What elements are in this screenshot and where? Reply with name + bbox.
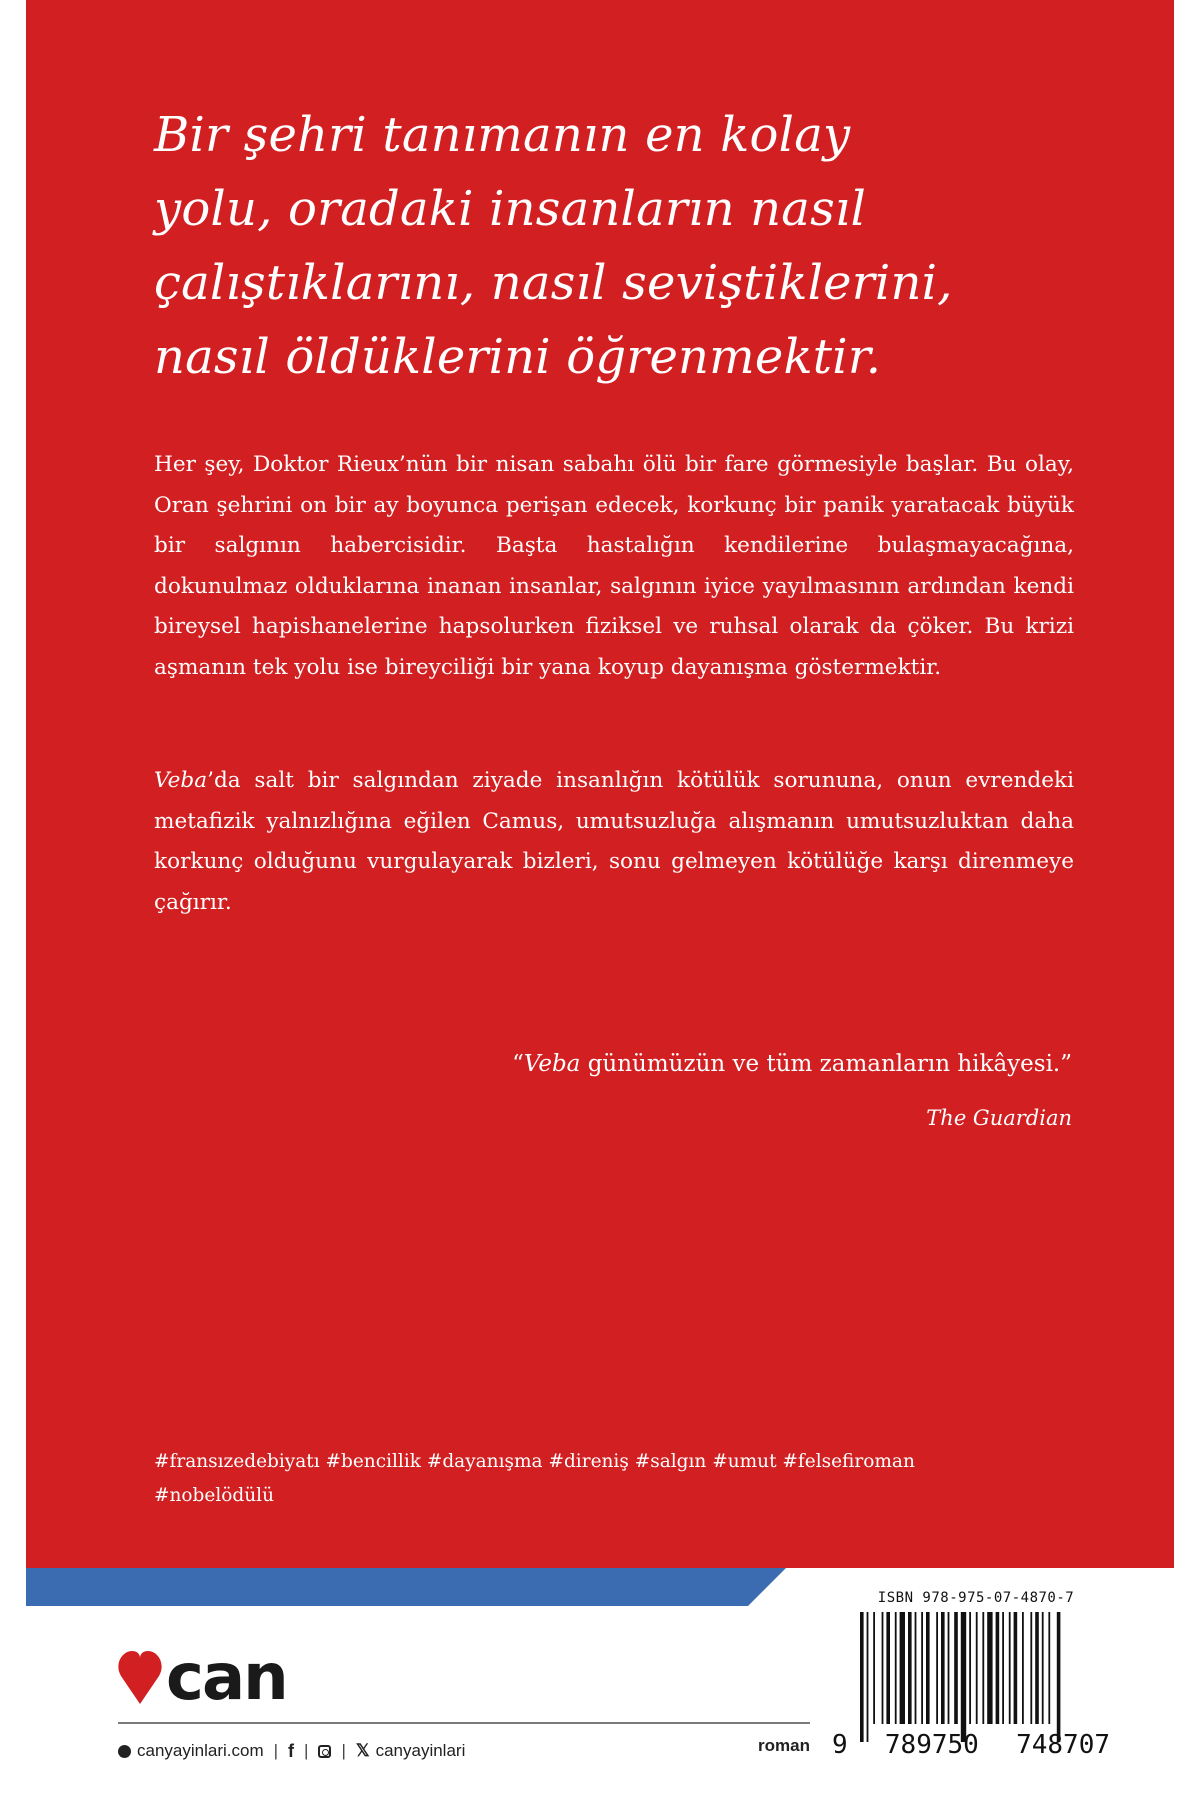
quote-line: çalıştıklarını, nasıl seviştiklerini, bbox=[154, 255, 953, 311]
barcode-bar bbox=[1022, 1612, 1024, 1724]
barcode-digits bbox=[832, 1730, 1110, 1760]
barcode-bar bbox=[936, 1612, 938, 1724]
quote-line: nasıl öldüklerini öğrenmektir. bbox=[154, 329, 882, 385]
quote-line: yolu, oradaki insanların nasıl bbox=[154, 181, 867, 237]
barcode-bar bbox=[926, 1612, 930, 1724]
paragraph-text: ’da salt bir salgından ziyade insanlığın kötülük sorununa, onun evrendeki metafizik yalnızlığına eğilen Camus, umutsuzluğa alışmanın umutsuzluktan daha korkunç olduğunu vurgulayarak bizleri, sonu gelmeyen kötülüğe karşı direnmeye çağırır. bbox=[154, 768, 1074, 915]
barcode-bar bbox=[996, 1612, 1000, 1724]
barcode-bar bbox=[969, 1612, 971, 1724]
barcode-bar bbox=[948, 1612, 950, 1724]
barcode-bar bbox=[941, 1612, 945, 1724]
barcode-bar bbox=[987, 1612, 992, 1724]
genre-label: roman bbox=[758, 1736, 810, 1755]
website-link[interactable]: canyayinlari.com bbox=[137, 1741, 264, 1760]
logo-text: can bbox=[166, 1646, 287, 1706]
barcode-bar bbox=[1014, 1612, 1018, 1724]
barcode-bar bbox=[921, 1612, 923, 1724]
barcode-bar bbox=[873, 1612, 875, 1724]
barcode-bar bbox=[954, 1612, 958, 1724]
barcode-bar bbox=[895, 1612, 897, 1724]
open-quote: “ bbox=[512, 1051, 524, 1077]
barcode-bar bbox=[1030, 1612, 1032, 1724]
barcode-bar bbox=[882, 1612, 884, 1724]
barcode-digit-group: 748707 bbox=[1016, 1730, 1110, 1760]
quote-line: Bir şehri tanımanın en kolay bbox=[154, 107, 851, 163]
hashtag-line: #nobelödülü bbox=[154, 1485, 274, 1506]
facebook-icon[interactable]: f bbox=[288, 1740, 295, 1761]
barcode-bar bbox=[976, 1612, 978, 1724]
barcode-bar bbox=[900, 1612, 905, 1724]
barcode-bar bbox=[1048, 1612, 1050, 1724]
barcode-bar bbox=[908, 1612, 912, 1724]
isbn-label: ISBN 978-975-07-4870-7 bbox=[877, 1590, 1075, 1606]
x-handle-link[interactable]: canyayinlari bbox=[375, 1741, 466, 1760]
barcode-bar bbox=[915, 1612, 917, 1724]
hashtags bbox=[154, 1445, 1054, 1513]
synopsis-paragraph-2 bbox=[154, 761, 1074, 923]
barcode-bar bbox=[867, 1612, 869, 1742]
publisher-logo bbox=[118, 1646, 358, 1706]
blurb-text: günümüzün ve tüm zamanların hikâyesi.” bbox=[580, 1051, 1072, 1077]
press-blurb bbox=[356, 1046, 1072, 1082]
barcode-bar bbox=[961, 1612, 966, 1742]
instagram-icon[interactable] bbox=[318, 1745, 331, 1758]
barcode-bar bbox=[1035, 1612, 1039, 1724]
separator: | bbox=[273, 1741, 279, 1760]
globe-icon bbox=[118, 1745, 131, 1758]
book-back-cover bbox=[26, 0, 1174, 1800]
synopsis-paragraph-1: Her şey, Doktor Rieux’nün bir nisan sabahı ölü bir fare görmesiyle başlar. Bu olay, Oran şehrini on bir ay boyunca perişan edecek, korkunç bir panik yaratacak büyük bir salgının habercisidir. Başta hastalığın kendilerine bulaşmayacağına, dokunulmaz olduklarına inanan insanlar, salgının iyice yayılmasının ardından kendi bireysel hapishanelerine hapsolurken fiziksel ve ruhsal olarak da çöker. Bu krizi aşmanın tek yolu ise bireyciliği bir yana koyup dayanışma göstermektir. bbox=[154, 452, 1074, 680]
barcode-bar bbox=[1002, 1612, 1004, 1724]
barcode-digit-group: 789750 bbox=[884, 1730, 979, 1760]
book-title-inline: Veba bbox=[154, 768, 208, 793]
x-icon[interactable]: 𝕏 bbox=[355, 1741, 370, 1760]
barcode-bar bbox=[982, 1612, 984, 1724]
barcode-bar bbox=[1042, 1612, 1044, 1724]
publisher-footer bbox=[118, 1736, 810, 1766]
barcode-bar bbox=[1009, 1612, 1011, 1724]
blurb-title: Veba bbox=[523, 1051, 581, 1077]
footer-divider bbox=[118, 1722, 810, 1724]
barcode-digit-prefix: 9 bbox=[832, 1730, 848, 1760]
separator: | bbox=[304, 1741, 309, 1760]
heart-icon bbox=[118, 1651, 161, 1704]
hashtag-line: #fransızedebiyatı #bencillik #dayanışma #direniş #salgın #umut #felsefiroman bbox=[154, 1451, 915, 1472]
blurb-source: The Guardian bbox=[926, 1106, 1072, 1130]
blue-band bbox=[26, 1568, 786, 1606]
cover-quote bbox=[154, 98, 1054, 394]
barcode-bar bbox=[860, 1612, 864, 1742]
barcode-bar bbox=[1057, 1612, 1061, 1742]
barcode-bar bbox=[886, 1612, 890, 1724]
separator: | bbox=[341, 1741, 346, 1760]
